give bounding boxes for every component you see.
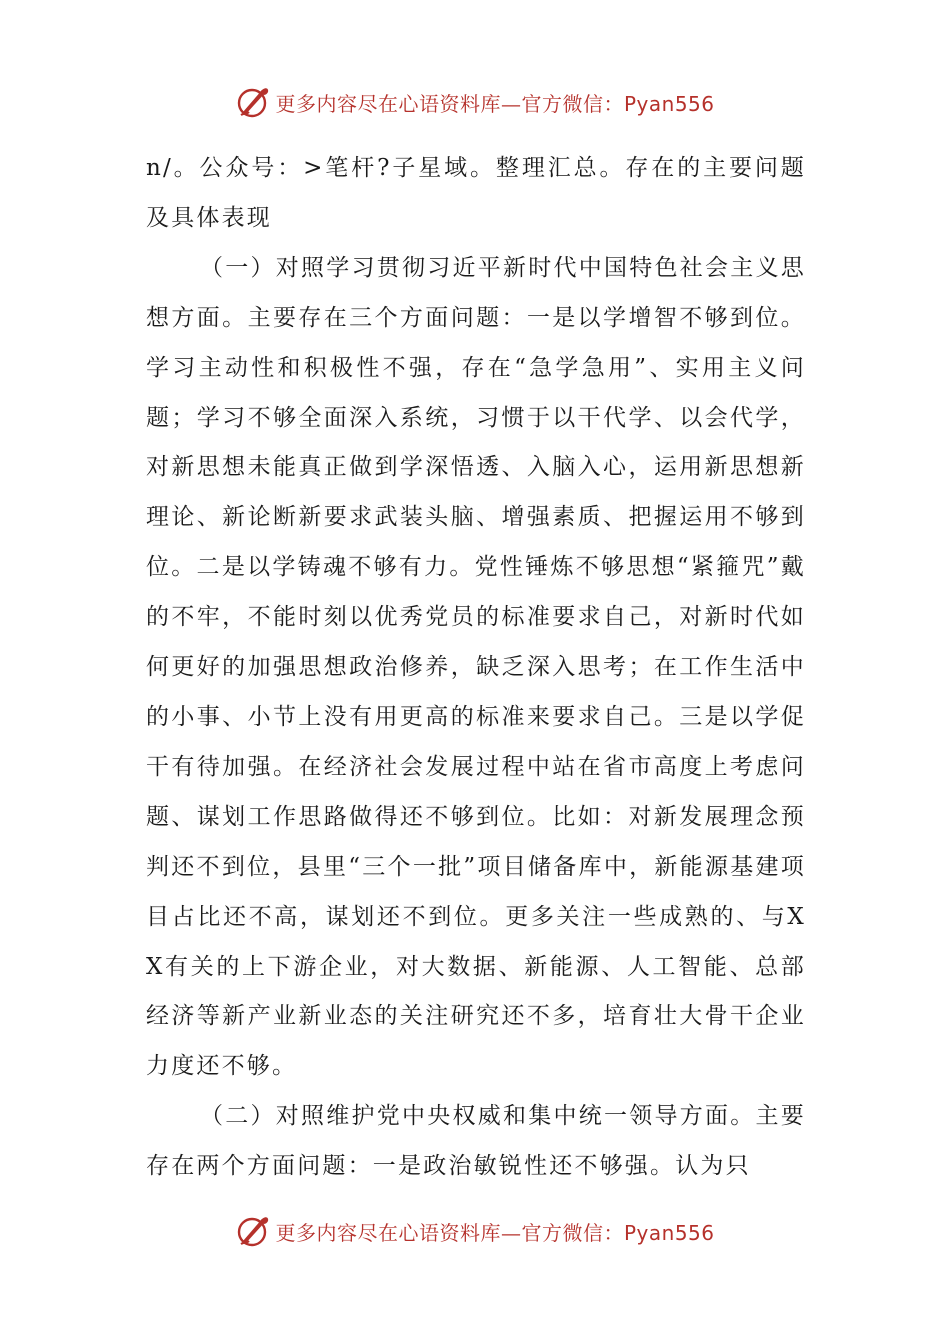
paragraph-intro: n/。公众号：>笔杆?子星域。整理汇总。存在的主要问题及具体表现 xyxy=(146,155,806,231)
wechat-id: Pyan556 xyxy=(623,1220,715,1245)
paragraph-section-2: （二）对照维护党中央权威和集中统一领导方面。主要存在两个方面问题：一是政治敏锐性还不够强。认为只 xyxy=(146,1103,806,1180)
header-watermark-banner xyxy=(0,82,950,122)
quill-seal-logo-icon xyxy=(235,1213,271,1249)
paragraph-section-1: （一）对照学习贯彻习近平新时代中国特色社会主义思想方面。主要存在三个方面问题：一是以学增智不够到位。学习主动性和积极性不强，存在“急学急用”、实用主义问题；学习不够全面深入系统，习惯于以干代学、以会代学，对新思想未能真正做到学深悟透、入脑入心，运用新思想新理论、新论断新要求武装头脑、增强素质、把握运用不够到位。二是以学铸魂不够有力。党性锤炼不够思想“紧箍咒”戴的不牢，不能时刻以优秀党员的标准要求自己，对新时代如何更好的加强思想政治修养，缺乏深入思考；在工作生活中的小事、小节上没有用更高的标准来要求自己。三是以学促干有待加强。在经济社会发展过程中站在省市高度上考虑问题、谋划工作思路做得还不够到位。比如：对新发展理念预判还不到位，县里“三个一批”项目储备库中，新能源基建项目占比还不高，谋划还不到位。更多关注一些成熟的、与XX有关的上下游企业，对大数据、新能源、人工智能、总部经济等新产业新业态的关注研究还不多，培育壮大骨干企业力度还不够。 xyxy=(146,254,806,1080)
quill-seal-logo-icon xyxy=(235,84,271,120)
footer-watermark-banner xyxy=(0,1211,950,1251)
wechat-id: Pyan556 xyxy=(623,91,715,116)
banner-text: 更多内容尽在心语资料库—官方微信：Pyan556 xyxy=(275,1220,715,1245)
document-body xyxy=(146,144,806,1192)
banner-text: 更多内容尽在心语资料库—官方微信：Pyan556 xyxy=(275,91,715,116)
